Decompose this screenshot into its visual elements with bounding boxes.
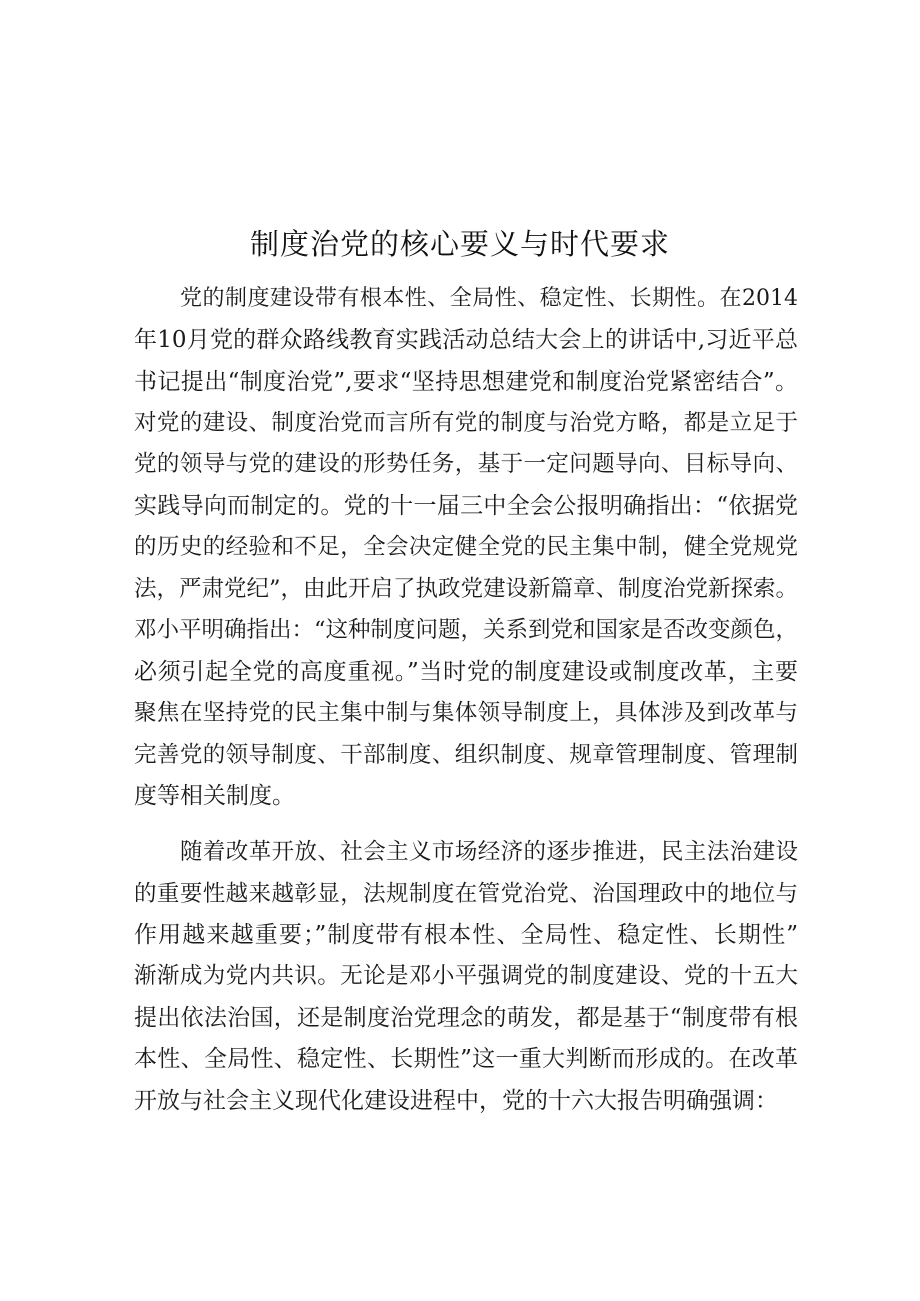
paragraph-1-line: 的历史的经验和不足，全会决定健全党的民主集中制，健全党规党 xyxy=(134,534,798,560)
paragraph-1-line: 完善党的领导制度、干部制度、组织制度、规章管理制度、管理制 xyxy=(134,742,798,768)
paragraph-1-line: 邓小平明确指出：“这种制度问题，关系到党和国家是否改变颜色， xyxy=(134,617,799,643)
paragraph-2-line: 的重要性越来越彰显，法规制度在管党治党、治国理政中的地位与 xyxy=(134,881,798,907)
paragraph-1-line: 聚焦在坚持党的民主集中制与集体领导制度上，具体涉及到改革与 xyxy=(134,700,798,726)
paragraph-2-line: 本性、全局性、稳定性、长期性”这一重大判断而形成的。在改革 xyxy=(134,1046,798,1072)
paragraph-1-line: 年10月党的群众路线教育实践活动总结大会上的讲话中,习近平总 xyxy=(134,327,798,353)
paragraph-2-line: 随着改革开放、社会主义市场经济的逐步推进，民主法治建设 xyxy=(180,839,798,865)
paragraph-1-line: 度等相关制度。 xyxy=(134,783,295,809)
paragraph-2-line: 渐渐成为党内共识。无论是邓小平强调党的制度建设、党的十五大 xyxy=(134,963,798,989)
paragraph-2-line: 作用越来越重要；”制度带有根本性、全局性、稳定性、长期性” xyxy=(134,922,798,948)
paragraph-1-line: 书记提出“制度治党”,要求“坚持思想建党和制度治党紧密结合”。 xyxy=(134,369,798,395)
paragraph-1-line: 党的制度建设带有根本性、全局性、稳定性、长期性。在2014 xyxy=(180,286,798,311)
paragraph-1-line: 必须引起全党的高度重视。”当时党的制度建设或制度改革，主要 xyxy=(134,659,798,685)
paragraph-2-line: 提出依法治国，还是制度治党理念的萌发，都是基于“制度带有根 xyxy=(134,1005,798,1031)
paragraph-1-line: 对党的建设、制度治党而言所有党的制度与治党方略，都是立足于 xyxy=(134,410,798,436)
paragraph-1-line: 法，严肃党纪”，由此开启了执政党建设新篇章、制度治党新探索。 xyxy=(134,576,799,602)
document-title: 制度治党的核心要义与时代要求 xyxy=(249,227,670,261)
paragraph-1-line: 实践导向而制定的。党的十一届三中全会公报明确指出：“依据党 xyxy=(134,493,798,519)
paragraph-1-line: 党的领导与党的建设的形势任务，基于一定问题导向、目标导向、 xyxy=(134,451,798,477)
paragraph-2-line: 开放与社会主义现代化建设进程中，党的十六大报告明确强调： xyxy=(134,1088,778,1114)
